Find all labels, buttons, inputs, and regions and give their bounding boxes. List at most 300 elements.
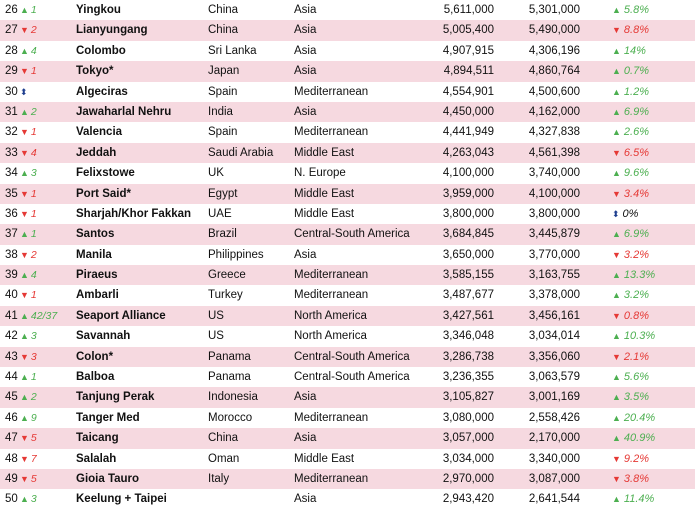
port-name: Valencia [76,126,123,139]
change-value: 9.2% [623,452,649,465]
arrow-up-icon: ▲ [612,433,621,444]
port-name: Gioia Tauro [76,472,140,485]
port-name: Savannah [76,330,131,343]
teu-2018: 3,427,561 [442,309,494,322]
country-cell: China [208,432,239,445]
change-cell [612,224,692,244]
teu-2018: 4,554,901 [442,85,494,98]
arrow-down-icon: ▼ [612,351,621,362]
rank-cell: 42 [5,330,18,343]
rank-movement [20,408,80,428]
port-name: Jeddah [76,146,117,159]
rank-cell: 31 [5,105,18,118]
change-value: 13.3% [623,269,656,282]
rank-movement-value: 5 [30,472,37,485]
rank-movement [20,20,80,40]
table-row [0,469,695,489]
arrow-down-icon: ▼ [20,147,29,158]
teu-2018: 3,236,355 [442,371,494,384]
table-row [0,122,695,142]
arrow-up-icon: ▲ [20,310,29,321]
teu-2017: 4,860,764 [528,65,580,78]
rank-movement [20,387,80,407]
teu-2017: 4,327,838 [528,126,580,139]
arrow-up-icon: ▲ [612,45,621,56]
table-row [0,265,695,285]
country-cell: Philippines [208,248,264,261]
teu-2017: 3,445,879 [528,228,580,241]
change-cell [612,408,692,428]
rank-movement-value: 3 [30,493,37,506]
port-name: Manila [76,248,112,261]
rank-movement-value: 3 [30,167,37,180]
region-cell: Asia [294,4,317,16]
port-name: Algeciras [76,85,128,98]
port-name: Keelung + Taipei [76,493,167,506]
change-cell [612,122,692,142]
arrow-down-icon: ▼ [20,473,29,484]
arrow-up-icon: ▲ [20,5,29,15]
port-name: Balboa [76,371,115,384]
change-cell [612,61,692,81]
rank-movement-value: 1 [30,207,37,220]
rank-movement-value: 1 [30,4,37,16]
teu-2017: 5,301,000 [528,4,580,16]
rank-cell: 49 [5,472,18,485]
arrow-updown-icon: ⬍ [612,208,620,219]
change-cell [612,428,692,448]
arrow-down-icon: ▼ [612,147,621,158]
change-cell [612,469,692,489]
rank-movement [20,367,80,387]
region-cell: Central-South America [294,350,410,363]
rank-movement-value: 1 [30,126,37,139]
rank-cell: 34 [5,167,18,180]
arrow-down-icon: ▼ [612,249,621,260]
change-value: 11.4% [623,493,655,506]
arrow-updown-icon: ⬍ [20,86,28,97]
teu-2017: 4,561,398 [528,146,580,159]
arrow-up-icon: ▲ [20,270,29,281]
rank-cell: 45 [5,391,18,404]
port-name: Felixstowe [76,167,135,180]
arrow-up-icon: ▲ [612,106,621,117]
change-cell [612,184,692,204]
table-row [0,245,695,265]
rank-cell: 47 [5,432,18,445]
table-row [0,0,695,20]
port-name: Tokyo* [76,65,114,78]
teu-2018: 3,034,000 [442,452,494,465]
table-row [0,387,695,407]
rank-movement [20,61,80,81]
rank-cell: 44 [5,371,18,384]
teu-2018: 4,263,043 [442,146,494,159]
table-row [0,326,695,346]
change-cell [612,163,692,183]
country-cell: Spain [208,126,238,139]
teu-2017: 3,163,755 [528,269,580,282]
teu-2018: 4,441,949 [442,126,494,139]
teu-2018: 3,346,048 [442,330,494,343]
teu-2018: 3,650,000 [442,248,494,261]
region-cell: Middle East [294,452,355,465]
change-cell [612,82,692,102]
table-row [0,285,695,305]
rank-cell: 40 [5,289,18,302]
rank-cell: 32 [5,126,18,139]
arrow-up-icon: ▲ [20,106,29,117]
arrow-down-icon: ▼ [20,208,29,219]
rank-movement-value: 1 [30,65,37,78]
teu-2017: 3,063,579 [528,371,580,384]
arrow-up-icon: ▲ [20,331,29,342]
rank-movement [20,184,80,204]
rank-movement [20,469,80,489]
port-name: Yingkou [76,4,121,16]
port-name: Taicang [76,432,119,445]
region-cell: Asia [294,105,317,118]
region-cell: Asia [294,65,317,78]
change-value: 8.8% [623,24,649,37]
change-value: 40.9% [623,432,656,445]
rank-cell: 36 [5,207,18,220]
rank-movement-value: 2 [30,24,37,37]
rank-cell: 37 [5,228,18,241]
rank-cell: 27 [5,24,18,37]
table-row [0,489,695,509]
rank-cell: 26 [5,4,18,16]
teu-2018: 3,105,827 [442,391,494,404]
teu-2017: 4,306,196 [528,44,580,57]
rank-cell: 28 [5,44,18,57]
arrow-up-icon: ▲ [612,290,621,301]
change-cell [612,204,692,224]
region-cell: Mediterranean [294,269,369,282]
change-cell [612,306,692,326]
rank-movement [20,82,80,102]
change-cell [612,326,692,346]
change-value: 3.2% [623,289,649,302]
teu-2018: 3,585,155 [442,269,494,282]
arrow-up-icon: ▲ [612,331,621,342]
table-row [0,367,695,387]
region-cell: Asia [294,248,317,261]
region-cell: N. Europe [294,167,346,180]
table-row [0,449,695,469]
change-value: 3.5% [623,391,649,404]
teu-2017: 4,162,000 [528,105,580,118]
rank-movement-value: 7 [30,452,37,465]
region-cell: Asia [294,24,317,37]
port-name: Port Said* [76,187,131,200]
change-cell [612,20,692,40]
rank-cell: 41 [5,309,18,322]
region-cell: Central-South America [294,228,410,241]
change-cell [612,449,692,469]
teu-2018: 5,611,000 [443,4,494,16]
rank-movement [20,449,80,469]
rank-movement [20,306,80,326]
port-name: Lianyungang [76,24,148,37]
teu-2018: 4,894,511 [443,65,494,78]
rank-cell: 48 [5,452,18,465]
table-row [0,163,695,183]
change-cell [612,0,692,20]
region-cell: Middle East [294,146,355,159]
region-cell: Asia [294,391,317,404]
rank-cell: 35 [5,187,18,200]
country-cell: Japan [208,65,240,78]
teu-2017: 2,558,426 [528,411,580,424]
rank-movement-value: 4 [30,269,37,282]
change-value: 20.4% [623,411,656,424]
region-cell: Middle East [294,207,355,220]
rank-cell: 33 [5,146,18,159]
region-cell: Central-South America [294,371,410,384]
arrow-down-icon: ▼ [20,351,29,362]
region-cell: Mediterranean [294,85,369,98]
table-row [0,184,695,204]
teu-2017: 2,641,544 [528,493,580,506]
arrow-up-icon: ▲ [20,229,29,240]
table-row [0,143,695,163]
teu-2017: 3,356,060 [528,350,580,363]
country-cell: Morocco [208,411,253,424]
region-cell: Mediterranean [294,411,369,424]
port-name: Tanjung Perak [76,391,155,404]
port-name: Colon* [76,350,114,363]
rank-cell: 29 [5,65,18,78]
arrow-down-icon: ▼ [612,453,621,464]
change-value: 3.8% [623,472,649,485]
rank-cell: 43 [5,350,18,363]
port-name: Jawaharlal Nehru [76,105,172,118]
change-value: 14% [623,44,646,57]
arrow-down-icon: ▼ [20,433,29,444]
arrow-up-icon: ▲ [612,168,621,179]
change-value: 5.6% [623,371,649,384]
arrow-up-icon: ▲ [612,412,621,423]
port-name: Colombo [76,44,126,57]
table-row [0,41,695,61]
rank-movement [20,102,80,122]
rank-movement-value: 1 [30,371,37,384]
teu-2017: 3,456,161 [528,309,580,322]
change-cell [612,285,692,305]
region-cell: Mediterranean [294,126,369,139]
arrow-up-icon: ▲ [612,392,621,403]
arrow-down-icon: ▼ [20,25,29,36]
rank-movement-value: 5 [30,432,37,445]
teu-2018: 3,684,845 [442,228,494,241]
rank-movement-value: 3 [30,350,37,363]
table-row [0,82,695,102]
port-name: Tanger Med [76,411,140,424]
teu-2017: 4,500,600 [528,85,580,98]
teu-2017: 3,001,169 [528,391,580,404]
country-cell: Indonesia [208,391,258,404]
teu-2018: 4,907,915 [442,44,494,57]
arrow-up-icon: ▲ [20,168,29,179]
change-cell [612,367,692,387]
country-cell: China [208,4,239,16]
arrow-up-icon: ▲ [20,45,29,56]
change-cell [612,347,692,367]
change-value: 0% [622,207,639,220]
arrow-down-icon: ▼ [612,25,621,36]
rank-movement [20,143,80,163]
teu-2018: 2,970,000 [442,472,494,485]
change-cell [612,265,692,285]
rank-movement-value: 42/37 [30,309,58,322]
change-value: 2.6% [623,126,649,139]
rank-movement [20,163,80,183]
arrow-up-icon: ▲ [612,372,621,383]
arrow-down-icon: ▼ [20,188,29,199]
region-cell: North America [294,330,367,343]
rank-cell: 50 [5,493,18,506]
rank-movement [20,285,80,305]
rank-movement-value: 4 [30,146,37,159]
region-cell: Asia [294,44,317,57]
teu-2017: 3,340,000 [528,452,580,465]
country-cell: UK [208,167,224,180]
rank-movement [20,0,80,20]
rank-movement [20,428,80,448]
country-cell: India [208,105,233,118]
change-value: 0.8% [623,309,649,322]
arrow-down-icon: ▼ [20,453,29,464]
teu-2018: 2,943,420 [442,493,494,506]
teu-2017: 2,170,000 [528,432,580,445]
country-cell: UAE [208,207,232,220]
teu-2017: 3,800,000 [528,207,580,220]
rank-movement-value: 3 [30,330,37,343]
teu-2017: 5,490,000 [528,24,580,37]
country-cell: Egypt [208,187,238,200]
arrow-up-icon: ▲ [612,494,621,505]
change-cell [612,387,692,407]
teu-2018: 5,005,400 [442,24,494,37]
port-name: Sharjah/Khor Fakkan [76,207,192,220]
table-row [0,102,695,122]
teu-2017: 3,378,000 [528,289,580,302]
region-cell: Asia [294,493,317,506]
port-name: Salalah [76,452,117,465]
arrow-up-icon: ▲ [20,372,29,383]
country-cell: Sri Lanka [208,44,257,57]
rank-movement-value: 1 [30,289,37,302]
rank-movement-value: 1 [30,228,37,241]
rank-movement [20,245,80,265]
rank-movement [20,204,80,224]
rank-movement [20,347,80,367]
teu-2017: 3,770,000 [528,248,580,261]
teu-2018: 3,800,000 [442,207,494,220]
arrow-up-icon: ▲ [612,66,621,77]
country-cell: US [208,330,224,343]
change-cell [612,102,692,122]
country-cell: Greece [208,269,246,282]
arrow-up-icon: ▲ [612,127,621,138]
change-cell [612,489,692,509]
table-row [0,408,695,428]
country-cell: Oman [208,452,240,465]
teu-2018: 3,080,000 [442,411,494,424]
table-row [0,204,695,224]
country-cell: Turkey [208,289,243,302]
table-row [0,61,695,81]
table-row [0,224,695,244]
rank-movement-value: 4 [30,44,37,57]
change-value: 5.8% [623,4,649,16]
arrow-up-icon: ▲ [20,392,29,403]
rank-cell: 30 [5,85,18,98]
country-cell: China [208,24,239,37]
rank-movement-value: 2 [30,391,37,404]
change-cell [612,245,692,265]
country-cell: US [208,309,224,322]
arrow-down-icon: ▼ [20,66,29,77]
arrow-down-icon: ▼ [612,473,621,484]
region-cell: Mediterranean [294,289,369,302]
rank-movement [20,265,80,285]
arrow-up-icon: ▲ [612,86,621,97]
teu-2018: 3,487,677 [442,289,494,302]
arrow-down-icon: ▼ [20,127,29,138]
change-value: 2.1% [623,350,649,363]
teu-2017: 3,740,000 [528,167,580,180]
rank-movement [20,489,80,509]
rank-movement [20,224,80,244]
teu-2018: 3,057,000 [442,432,494,445]
table-row [0,428,695,448]
country-cell: Panama [208,371,251,384]
country-cell: Brazil [208,228,237,241]
teu-2018: 3,286,738 [442,350,494,363]
country-cell: Saudi Arabia [208,146,274,159]
rank-movement [20,41,80,61]
rank-cell: 38 [5,248,18,261]
change-value: 6.5% [623,146,649,159]
region-cell: Mediterranean [294,472,369,485]
arrow-down-icon: ▼ [20,290,29,301]
table-row [0,347,695,367]
arrow-up-icon: ▲ [20,412,29,423]
arrow-up-icon: ▲ [612,5,621,15]
rank-movement-value: 2 [30,105,37,118]
port-name: Ambarli [76,289,119,302]
change-value: 6.9% [623,228,649,241]
region-cell: North America [294,309,367,322]
change-value: 10.3% [623,330,656,343]
arrow-down-icon: ▼ [20,249,29,260]
teu-2017: 3,034,014 [528,330,580,343]
change-value: 3.2% [623,248,649,261]
table-row [0,20,695,40]
change-cell [612,143,692,163]
arrow-down-icon: ▼ [612,310,621,321]
change-value: 1.2% [623,85,649,98]
country-cell: Italy [208,472,230,485]
arrow-down-icon: ▼ [612,188,621,199]
country-cell: Panama [208,350,251,363]
change-value: 9.6% [623,167,649,180]
table-row [0,306,695,326]
teu-2017: 4,100,000 [528,187,580,200]
arrow-up-icon: ▲ [20,494,29,505]
